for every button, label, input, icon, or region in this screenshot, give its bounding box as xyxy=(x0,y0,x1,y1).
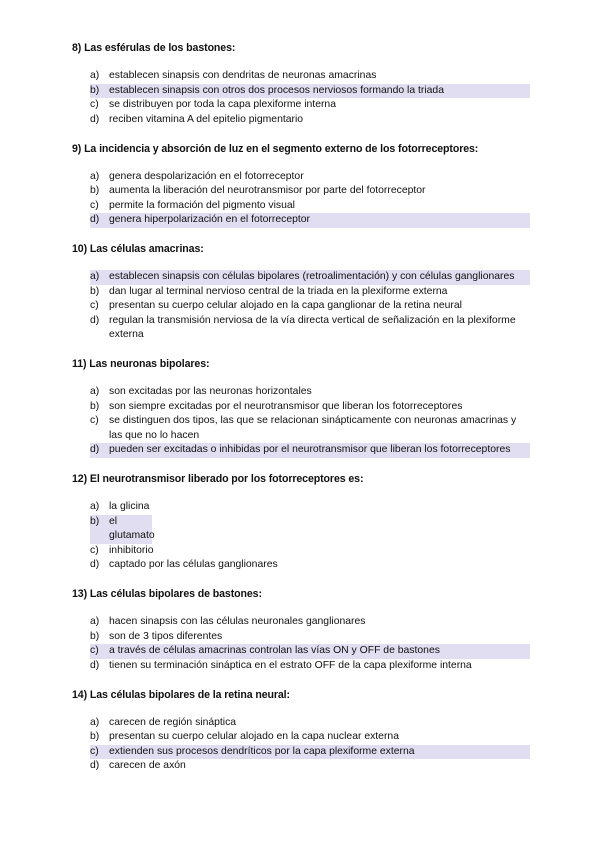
option-letter: a) xyxy=(90,170,100,182)
option-letter: a) xyxy=(90,616,100,627)
option-text: genera hiperpolarización en el fotorreceptor xyxy=(109,214,311,225)
option-text: se distribuyen por toda la capa plexiforme interna xyxy=(109,99,336,110)
option-letter: c) xyxy=(90,645,99,656)
question-9 xyxy=(72,142,570,228)
option-letter: c) xyxy=(90,300,99,311)
option-c xyxy=(90,414,530,443)
question-12 xyxy=(72,472,570,573)
option-b-highlighted xyxy=(90,84,530,99)
option-text: establecen sinapsis con dendritas de neuronas amacrinas xyxy=(109,70,377,81)
option-list xyxy=(72,170,570,228)
option-c xyxy=(90,544,530,559)
option-c-highlighted xyxy=(90,745,530,760)
option-letter: a) xyxy=(90,501,100,512)
option-text: pueden ser excitadas o inhibidas por el neurotransmisor que liberan los fotorreceptores xyxy=(109,444,511,455)
option-letter: b) xyxy=(90,630,100,642)
option-text: el glutamato xyxy=(109,515,155,541)
option-text: regulan la transmisión nerviosa de la vía directa vertical de señalización en la plexiforme externa xyxy=(109,314,516,340)
option-text: presentan su cuerpo celular alojado en la capa nuclear externa xyxy=(109,731,399,742)
option-list xyxy=(72,615,570,673)
option-text: presentan su cuerpo celular alojado en la capa ganglionar de la retina neural xyxy=(109,300,462,311)
option-letter: b) xyxy=(90,731,100,742)
option-d xyxy=(90,314,530,343)
option-d xyxy=(90,759,530,774)
option-text: carecen de axón xyxy=(109,760,186,771)
question-13 xyxy=(72,587,570,673)
option-text: dan lugar al terminal nervioso central de la triada en la plexiforme externa xyxy=(109,285,448,297)
option-letter: d) xyxy=(90,659,100,671)
option-c-highlighted xyxy=(90,644,530,659)
option-c xyxy=(90,199,530,214)
option-c xyxy=(90,98,530,113)
option-text: son de 3 tipos diferentes xyxy=(109,630,223,642)
option-text: hacen sinapsis con las células neuronales ganglionares xyxy=(109,616,366,627)
option-text: reciben vitamina A del epitelio pigmentario xyxy=(109,113,304,125)
option-a xyxy=(90,716,530,731)
option-letter: a) xyxy=(90,716,100,728)
option-text: extienden sus procesos dendríticos por la capa plexiforme externa xyxy=(109,745,415,757)
question-title: 10) Las células amacrinas: xyxy=(72,243,204,255)
option-c xyxy=(90,299,530,314)
option-letter: c) xyxy=(90,745,99,757)
question-title: 14) Las células bipolares de la retina neural: xyxy=(72,688,290,701)
option-d xyxy=(90,558,530,573)
question-14 xyxy=(72,688,570,774)
option-a xyxy=(90,385,530,400)
option-d xyxy=(90,659,530,674)
option-letter: c) xyxy=(90,544,99,556)
option-text: se distinguen dos tipos, las que se relacionan sinápticamente con neuronas amacrinas y las que no lo hacen xyxy=(109,415,517,441)
option-list xyxy=(72,385,570,458)
question-title: 11) Las neuronas bipolares: xyxy=(72,358,210,370)
option-text: tienen su terminación sináptica en el estrato OFF de la capa plexiforme interna xyxy=(109,659,472,671)
option-text: son siempre excitadas por el neurotransmisor que liberan los fotorreceptores xyxy=(109,400,463,412)
option-list xyxy=(72,716,570,774)
option-b-highlighted xyxy=(90,515,155,544)
option-a xyxy=(90,615,530,630)
option-list xyxy=(72,500,570,573)
option-letter: d) xyxy=(90,314,100,326)
question-11 xyxy=(72,357,570,458)
option-text: son excitadas por las neuronas horizontales xyxy=(109,386,312,397)
option-b xyxy=(90,730,530,745)
option-letter: d) xyxy=(90,113,100,125)
option-b xyxy=(90,184,530,199)
option-list xyxy=(72,69,570,127)
option-letter: b) xyxy=(90,400,100,412)
option-letter: a) xyxy=(90,386,100,397)
option-text: establecen sinapsis con células bipolares (retroalimentación) y con células ganglionares xyxy=(109,271,515,282)
option-letter: b) xyxy=(90,84,100,96)
option-a xyxy=(90,170,530,185)
option-a xyxy=(90,69,530,84)
option-letter: a) xyxy=(90,271,100,282)
option-a xyxy=(90,500,530,515)
option-text: genera despolarización en el fotorreceptor xyxy=(109,170,304,182)
question-title: 13) Las células bipolares de bastones: xyxy=(72,588,262,600)
option-letter: c) xyxy=(90,99,99,110)
option-a-highlighted xyxy=(90,270,530,285)
question-10 xyxy=(72,242,570,343)
option-letter: b) xyxy=(90,515,100,527)
option-b xyxy=(90,400,530,415)
option-b xyxy=(90,285,530,300)
option-letter: b) xyxy=(90,185,100,196)
option-letter: d) xyxy=(90,444,100,455)
option-letter: c) xyxy=(90,415,99,426)
option-b xyxy=(90,630,530,645)
option-text: permite la formación del pigmento visual xyxy=(109,199,295,211)
option-letter: c) xyxy=(90,199,99,211)
option-letter: b) xyxy=(90,285,100,297)
option-text: aumenta la liberación del neurotransmisor por parte del fotorreceptor xyxy=(109,185,426,196)
option-text: la glicina xyxy=(109,501,150,512)
question-8 xyxy=(72,41,570,127)
option-letter: d) xyxy=(90,214,100,225)
option-d-highlighted xyxy=(90,213,530,228)
question-title: 9) La incidencia y absorción de luz en el segmento externo de los fotorreceptores: xyxy=(72,142,479,155)
question-title: 12) El neurotransmisor liberado por los fotorreceptores es: xyxy=(72,473,364,485)
option-text: captado por las células ganglionares xyxy=(109,559,278,570)
option-d xyxy=(90,113,530,128)
question-title: 8) Las esférulas de los bastones: xyxy=(72,42,236,54)
option-letter: a) xyxy=(90,70,100,81)
option-list xyxy=(72,270,570,343)
option-text: carecen de región sináptica xyxy=(109,716,237,728)
option-text: a través de células amacrinas controlan las vías ON y OFF de bastones xyxy=(109,645,440,656)
option-text: inhibitorio xyxy=(109,544,154,556)
option-letter: d) xyxy=(90,559,100,570)
option-letter: d) xyxy=(90,760,100,771)
option-text: establecen sinapsis con otros dos procesos nerviosos formando la triada xyxy=(109,84,444,96)
option-d-highlighted xyxy=(90,443,530,458)
